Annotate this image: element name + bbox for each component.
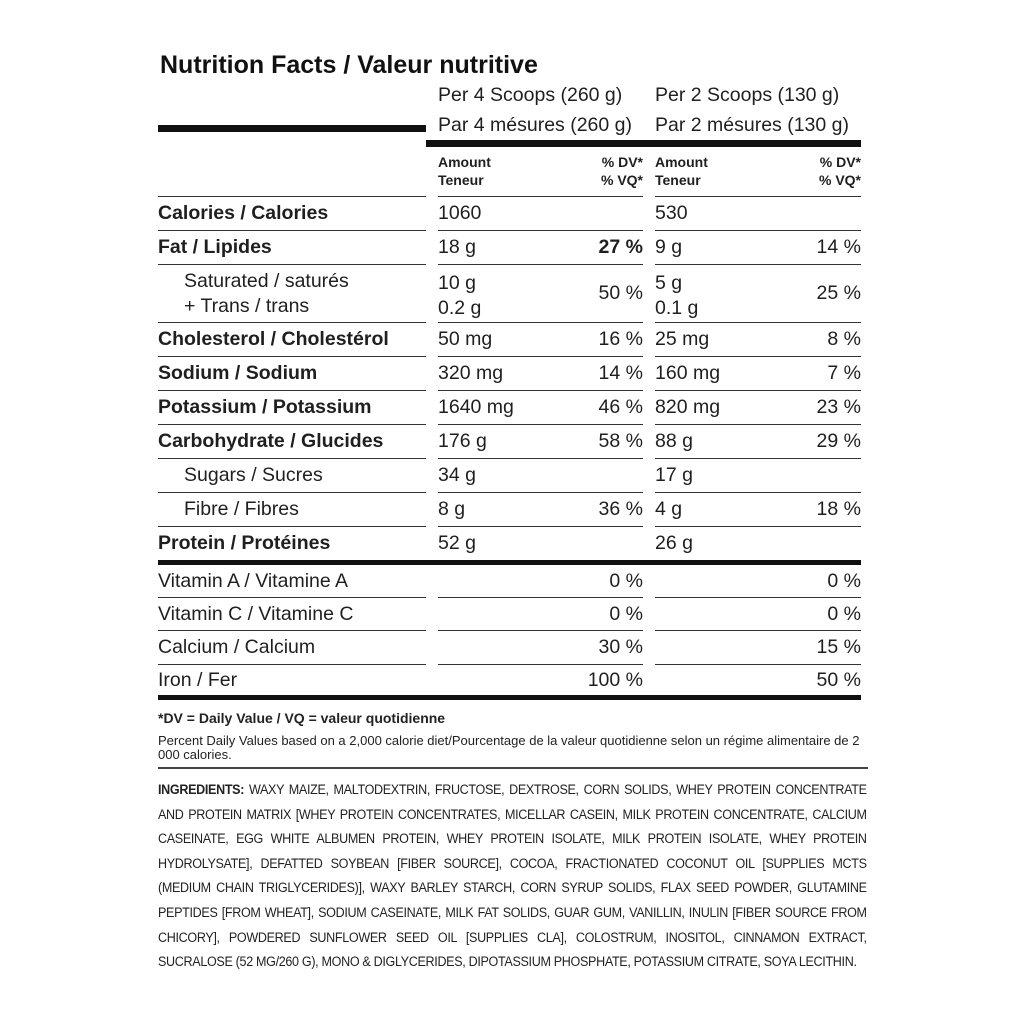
ingredients-text: WAXY MAIZE, MALTODEXTRIN, FRUCTOSE, DEXTROSE, CORN SOLIDS, WHEY PROTEIN CONCENTRATE AND PROTEIN MATRIX [WHEY PROTEIN CONCENTRATES, MICELLAR CASEIN, MILK PROTEIN CONCENTRATE, CALCIUM CASEINATE, EGG WHITE ALBUMEN PROTEIN, WHEY PROTEIN ISOLATE, MILK PROTEIN ISOLATE, WHEY PROTEIN HYDROLYSATE], DEFATTED SOYBEAN [FIBER SOURCE], COCOA, FRACTIONATED COCONUT OIL [SUPPLIES MCTS (MEDIUM CHAIN TRIGLYCERIDES)], WAXY BARLEY STARCH, CORN SYRUP SOLIDS, FLAX SEED POWDER, GLUTAMINE PEPTIDES [FROM WHEAT], SODIUM CASEINATE, MILK FAT SOLIDS, GUAR GUM, VANILLIN, INULIN [FIBER SOURCE FROM CHICORY], POWDERED SUNFLOWER SEED OIL [SUPPLIES CLA], COLOSTRUM, INOSITOL, CINNAMON EXTRACT, SUCRALOSE (52 MG/260 G), MONO & DIGLYCERIDES, DIPOTASSIUM PHOSPHATE, POTASSIUM CITRATE, SOYA LECITHIN. bbox=[158, 782, 867, 970]
serving-col1-fr: Par 4 mésures (260 g) bbox=[438, 114, 633, 136]
vitamin-value-col1 bbox=[438, 565, 643, 598]
serving-col2-en: Per 2 Scoops (130 g) bbox=[655, 84, 840, 106]
nutrient-values-col1 bbox=[438, 357, 643, 391]
percent-value: 30 % bbox=[598, 636, 643, 658]
amount-value: 0.1 g bbox=[655, 296, 699, 319]
nutrient-label: Fat / Lipides bbox=[158, 231, 426, 265]
amount-value: 26 g bbox=[655, 532, 693, 554]
amount-value: 530 bbox=[655, 202, 688, 224]
amount-value: 18 g bbox=[438, 236, 476, 258]
nutrient-values-col2 bbox=[655, 391, 861, 425]
percent-value: 18 % bbox=[816, 498, 861, 520]
percent-value: 14 % bbox=[816, 236, 861, 258]
nutrient-label-line2: + Trans / trans bbox=[184, 295, 310, 317]
nutrient-values-col1 bbox=[438, 265, 643, 323]
footnote-dv: *DV = Daily Value / VQ = valeur quotidienne bbox=[158, 710, 446, 726]
percent-value: 23 % bbox=[816, 396, 861, 418]
vitamin-value-col2 bbox=[655, 565, 861, 598]
nutrient-values-col2 bbox=[655, 231, 861, 265]
serving-col1-en: Per 4 Scoops (260 g) bbox=[438, 84, 623, 106]
nutrition-facts-panel bbox=[158, 40, 866, 762]
panel-title: Nutrition Facts / Valeur nutritive bbox=[160, 51, 538, 79]
percent-value: 8 % bbox=[827, 328, 861, 350]
nutrient-values-col2 bbox=[655, 459, 861, 493]
vitamin-label: Vitamin A / Vitamine A bbox=[158, 565, 426, 598]
nutrient-label: Calories / Calories bbox=[158, 197, 426, 231]
nutrient-label: Protein / Protéines bbox=[158, 527, 426, 565]
amount-value: 10 g bbox=[438, 271, 476, 294]
nutrient-label: Sugars / Sucres bbox=[158, 459, 426, 493]
column-header-2 bbox=[655, 147, 861, 197]
amount-value: 9 g bbox=[655, 236, 683, 258]
percent-value: 58 % bbox=[598, 430, 643, 452]
percent-value: 27 % bbox=[598, 236, 643, 258]
vitamin-value-col1 bbox=[438, 665, 643, 700]
percent-value: 0 % bbox=[827, 569, 861, 592]
nutrient-values-col1 bbox=[438, 197, 643, 231]
vitamin-label: Calcium / Calcium bbox=[158, 631, 426, 665]
amount-value: 320 mg bbox=[438, 362, 504, 384]
percent-value: 100 % bbox=[587, 668, 643, 691]
nutrient-values-col1 bbox=[438, 323, 643, 357]
amount-value: 160 mg bbox=[655, 362, 721, 384]
amount-value: 34 g bbox=[438, 464, 476, 486]
nutrient-values-col2 bbox=[655, 323, 861, 357]
ingredients-divider bbox=[158, 767, 868, 769]
amount-value: 0.2 g bbox=[438, 296, 482, 319]
vitamin-value-col2 bbox=[655, 665, 861, 700]
amount-value: 1060 bbox=[438, 202, 482, 224]
percent-value: 15 % bbox=[816, 636, 861, 658]
ingredients-block bbox=[158, 778, 867, 975]
percent-value: 29 % bbox=[816, 430, 861, 452]
dv-label: % DV* bbox=[819, 154, 861, 170]
amount-value: 820 mg bbox=[655, 396, 721, 418]
vitamin-value-col2 bbox=[655, 631, 861, 665]
amount-label: Amount bbox=[655, 154, 708, 170]
amount-value: 52 g bbox=[438, 532, 476, 554]
vitamin-label: Iron / Fer bbox=[158, 665, 426, 700]
nutrient-label: Cholesterol / Cholestérol bbox=[158, 323, 426, 357]
vitamin-value-col1 bbox=[438, 631, 643, 665]
nutrient-values-col2 bbox=[655, 197, 861, 231]
percent-value: 25 % bbox=[816, 282, 861, 304]
nutrient-values-col2 bbox=[655, 425, 861, 459]
vq-label: % VQ* bbox=[600, 172, 643, 188]
nutrient-label: Fibre / Fibres bbox=[158, 493, 426, 527]
percent-value: 14 % bbox=[598, 362, 643, 384]
nutrient-values-col2 bbox=[655, 357, 861, 391]
serving-col1 bbox=[438, 80, 657, 147]
nutrient-values-col1 bbox=[438, 459, 643, 493]
percent-value: 36 % bbox=[598, 498, 643, 520]
nutrient-values-col1 bbox=[438, 493, 643, 527]
nutrient-values-col1 bbox=[438, 527, 643, 565]
percent-value: 46 % bbox=[598, 396, 643, 418]
nutrient-values-col2 bbox=[655, 265, 861, 323]
amount-label: Amount bbox=[438, 154, 491, 170]
serving-col2-fr: Par 2 mésures (130 g) bbox=[655, 114, 850, 136]
ingredients-label: INGREDIENTS: bbox=[158, 782, 245, 797]
vq-label: % VQ* bbox=[818, 172, 861, 188]
teneur-label: Teneur bbox=[438, 172, 484, 188]
nutrient-label bbox=[158, 265, 426, 323]
vitamin-label: Vitamin C / Vitamine C bbox=[158, 598, 426, 631]
amount-value: 88 g bbox=[655, 430, 693, 452]
nutrient-values-col1 bbox=[438, 231, 643, 265]
nutrient-values-col1 bbox=[438, 391, 643, 425]
nutrient-label: Carbohydrate / Glucides bbox=[158, 425, 426, 459]
footnote-percent: Percent Daily Values based on a 2,000 calorie diet/Pourcentage de la valeur quotidienne selon un régime alimentaire de 2 000 calories. bbox=[158, 733, 860, 762]
percent-value: 7 % bbox=[827, 362, 861, 384]
percent-value: 0 % bbox=[609, 602, 643, 625]
teneur-label: Teneur bbox=[655, 172, 701, 188]
nutrient-values-col2 bbox=[655, 527, 861, 565]
amount-value: 50 mg bbox=[438, 328, 493, 350]
amount-value: 17 g bbox=[655, 464, 693, 486]
nutrient-label: Potassium / Potassium bbox=[158, 391, 426, 425]
amount-value: 25 mg bbox=[655, 328, 710, 350]
nutrient-label-line1: Saturated / saturés bbox=[184, 270, 349, 292]
amount-value: 8 g bbox=[438, 498, 466, 520]
nutrient-label: Sodium / Sodium bbox=[158, 357, 426, 391]
serving-col2 bbox=[655, 80, 861, 147]
percent-value: 50 % bbox=[598, 282, 643, 304]
percent-value: 0 % bbox=[827, 602, 861, 625]
percent-value: 50 % bbox=[816, 668, 861, 691]
nutrient-values-col2 bbox=[655, 493, 861, 527]
nutrient-values-col1 bbox=[438, 425, 643, 459]
nutrition-table bbox=[158, 80, 866, 700]
percent-value: 0 % bbox=[609, 569, 643, 592]
percent-value: 16 % bbox=[598, 328, 643, 350]
dv-label: % DV* bbox=[601, 154, 643, 170]
column-header-1 bbox=[438, 147, 643, 197]
amount-value: 176 g bbox=[438, 430, 487, 452]
vitamin-value-col1 bbox=[438, 598, 643, 631]
amount-value: 5 g bbox=[655, 271, 683, 294]
amount-value: 4 g bbox=[655, 498, 683, 520]
vitamin-value-col2 bbox=[655, 598, 861, 631]
amount-value: 1640 mg bbox=[438, 396, 514, 418]
